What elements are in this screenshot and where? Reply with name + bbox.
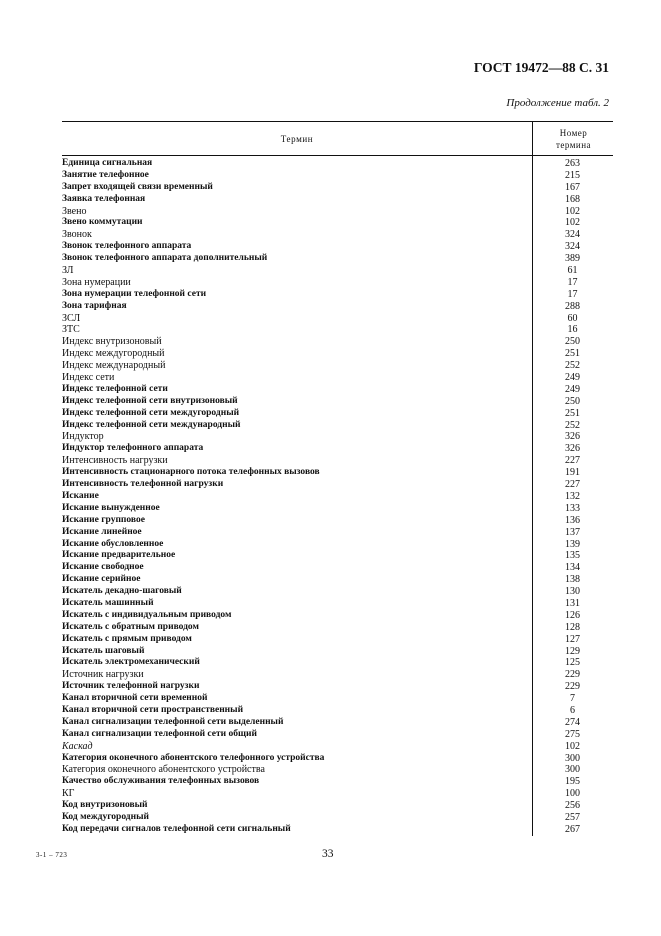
term-cell: Код внутризоновый: [62, 800, 148, 811]
column-header-term: Термин: [280, 133, 314, 144]
term-cell: Индекс сети: [62, 372, 115, 384]
term-cell: Искатель с обратным приводом: [62, 621, 199, 632]
term-number-cell: 326: [565, 431, 580, 443]
term-number-cell: 256: [565, 800, 580, 812]
column-header-number: [532, 122, 614, 155]
table-row: [62, 348, 613, 360]
term-cell: Звонок: [62, 229, 92, 241]
term-number-cell: 257: [565, 811, 580, 823]
term-cell: Канал сигнализации телефонной сети выделенный: [62, 716, 284, 727]
term-cell: Звонок телефонного аппарата дополнительный: [62, 253, 268, 264]
term-number-cell: 267: [565, 823, 580, 835]
table-row: [62, 479, 613, 491]
table-row: [62, 253, 613, 265]
term-number-cell: 195: [565, 776, 580, 788]
table-row: [62, 503, 613, 515]
table-row: [62, 515, 613, 527]
term-number-cell: 326: [565, 443, 580, 455]
term-number-cell: 167: [565, 181, 580, 193]
term-cell: Индекс телефонной сети международный: [62, 419, 241, 430]
column-header-number-line2: термина: [555, 139, 592, 150]
table-row: [62, 229, 613, 241]
table-row: [62, 277, 613, 289]
term-number-cell: 100: [565, 788, 580, 800]
table-row: [62, 527, 613, 539]
term-number-cell: 7: [570, 693, 575, 705]
term-cell: Искание вынужденное: [62, 502, 160, 513]
term-cell: Индуктор телефонного аппарата: [62, 443, 204, 454]
term-number-cell: 133: [565, 502, 580, 514]
table-row: [62, 431, 613, 443]
table-row: [62, 408, 613, 420]
table-row: [62, 646, 613, 658]
term-cell: Занятие телефонное: [62, 169, 149, 180]
term-number-cell: 125: [565, 657, 580, 669]
document-reference: ГОСТ 19472—88 С. 31: [473, 60, 609, 75]
term-cell: Единица сигнальная: [62, 158, 153, 168]
table-row: [62, 562, 613, 574]
term-cell: ЗТС: [62, 324, 80, 336]
term-number-cell: 60: [567, 312, 578, 324]
table-row: [62, 324, 613, 336]
term-cell: ЗЛ: [62, 265, 74, 277]
term-cell: Источник нагрузки: [62, 669, 144, 681]
term-cell: Искатель с прямым приводом: [62, 633, 192, 644]
term-cell: Индуктор: [62, 431, 104, 443]
term-number-cell: 191: [565, 467, 580, 479]
term-cell: Звено: [62, 205, 87, 217]
term-number-cell: 128: [565, 621, 580, 633]
print-code: 3-1 – 723: [36, 851, 68, 859]
table-body: [62, 156, 613, 836]
term-cell: Искатель электромеханический: [62, 657, 200, 668]
term-number-cell: 102: [565, 217, 580, 229]
term-cell: Канал вторичной сети пространственный: [62, 704, 244, 715]
term-cell: Индекс телефонной сети междугородный: [62, 407, 240, 418]
term-cell: Категория оконечного абонентского устройства: [62, 764, 265, 776]
term-cell: Источник телефонной нагрузки: [62, 681, 200, 692]
term-number-cell: 229: [565, 681, 580, 693]
table-row: [62, 360, 613, 372]
page-number: 33: [322, 848, 334, 860]
term-number-cell: 251: [565, 407, 580, 419]
table-row: [62, 467, 613, 479]
term-cell: Искание свободное: [62, 562, 144, 573]
table-continuation-label: Продолжение табл. 2: [506, 97, 609, 109]
term-number-cell: 274: [565, 716, 580, 728]
term-number-cell: 139: [565, 538, 580, 550]
table-row: [62, 206, 613, 218]
table-row: [62, 800, 613, 812]
table-row: [62, 182, 613, 194]
table-row: [62, 610, 613, 622]
term-number-cell: 249: [565, 372, 580, 384]
term-number-cell: 102: [565, 740, 580, 752]
term-cell: Искатель с индивидуальным приводом: [62, 609, 232, 620]
term-cell: Искание линейное: [62, 526, 142, 537]
term-cell: КГ: [62, 788, 75, 800]
term-number-cell: 136: [565, 514, 580, 526]
term-cell: Искание групповое: [62, 514, 145, 525]
term-number-cell: 137: [565, 526, 580, 538]
term-cell: Интенсивность стационарного потока телефонных вызовов: [62, 467, 320, 478]
table-row: [62, 693, 613, 705]
table-row: [62, 336, 613, 348]
term-number-cell: 229: [565, 669, 580, 681]
term-cell: Канал сигнализации телефонной сети общий: [62, 728, 257, 739]
table-row: [62, 396, 613, 408]
table-row: [62, 170, 613, 182]
table-row: [62, 705, 613, 717]
term-number-cell: 288: [565, 300, 580, 312]
term-cell: Зона нумерации телефонной сети: [62, 288, 207, 299]
term-number-cell: 138: [565, 574, 580, 586]
term-number-cell: 127: [565, 633, 580, 645]
table-row: [62, 241, 613, 253]
table-row: [62, 681, 613, 693]
table-row: [62, 574, 613, 586]
term-number-cell: 131: [565, 597, 580, 609]
term-number-cell: 324: [565, 229, 580, 241]
term-number-cell: 300: [565, 752, 580, 764]
terms-index-table: [62, 121, 613, 836]
term-cell: Заявка телефонная: [62, 193, 146, 204]
term-cell: Искатель шаговый: [62, 645, 145, 656]
term-cell: Звено коммутации: [62, 217, 143, 228]
term-number-cell: 250: [565, 395, 580, 407]
term-number-cell: 132: [565, 490, 580, 502]
term-cell: Индекс внутризоновый: [62, 336, 162, 348]
term-number-cell: 16: [567, 324, 578, 336]
table-row: [62, 717, 613, 729]
term-number-cell: 135: [565, 550, 580, 562]
table-row: [62, 443, 613, 455]
term-cell: Индекс телефонной сети: [62, 383, 168, 394]
table-row: [62, 598, 613, 610]
table-row: [62, 265, 613, 277]
term-cell: Категория оконечного абонентского телефонного устройства: [62, 752, 325, 763]
term-number-cell: 252: [565, 419, 580, 431]
table-header: [62, 121, 613, 156]
table-row: [62, 812, 613, 824]
term-cell: Индекс междугородный: [62, 348, 165, 360]
term-cell: Интенсивность нагрузки: [62, 455, 168, 467]
term-cell: Индекс телефонной сети внутризоновый: [62, 395, 238, 406]
table-row: [62, 788, 613, 800]
term-cell: Искатель декадно-шаговый: [62, 586, 182, 597]
term-cell: Искание серийное: [62, 574, 141, 585]
term-cell: Искание обусловленное: [62, 538, 164, 549]
table-row: [62, 384, 613, 396]
term-number-cell: 249: [565, 383, 580, 395]
table-row: [62, 776, 613, 788]
table-row: [62, 729, 613, 741]
term-cell: Искатель машинный: [62, 597, 154, 608]
term-number-cell: 227: [565, 479, 580, 491]
table-row: [62, 634, 613, 646]
term-number-cell: 61: [567, 265, 578, 277]
table-row: [62, 550, 613, 562]
term-cell: Индекс международный: [62, 360, 166, 372]
term-number-cell: 324: [565, 241, 580, 253]
table-row: [62, 741, 613, 753]
table-row: [62, 824, 613, 836]
term-number-cell: 275: [565, 728, 580, 740]
table-row: [62, 372, 613, 384]
table-row: [62, 539, 613, 551]
table-row: [62, 657, 613, 669]
term-number-cell: 251: [565, 348, 580, 360]
table-row: [62, 301, 613, 313]
table-row: [62, 753, 613, 765]
term-number-cell: 252: [565, 360, 580, 372]
term-number-cell: 6: [570, 704, 575, 716]
term-cell: Зона тарифная: [62, 300, 127, 311]
term-number-cell: 215: [565, 169, 580, 181]
table-row: [62, 586, 613, 598]
term-cell: Код междугородный: [62, 811, 149, 822]
term-number-cell: 389: [565, 253, 580, 265]
term-number-cell: 130: [565, 586, 580, 598]
term-number-cell: 17: [567, 288, 578, 300]
table-row: [62, 622, 613, 634]
table-row: [62, 764, 613, 776]
term-number-cell: 250: [565, 336, 580, 348]
column-header-number-line1: Номер: [559, 127, 588, 138]
column-divider: [532, 156, 533, 836]
table-row: [62, 158, 613, 170]
term-cell: Искание: [62, 490, 99, 501]
table-row: [62, 313, 613, 325]
term-cell: Код передачи сигналов телефонной сети сигнальный: [62, 823, 291, 834]
term-number-cell: 263: [565, 158, 580, 169]
term-cell: Звонок телефонного аппарата: [62, 241, 192, 252]
term-cell: Интенсивность телефонной нагрузки: [62, 479, 224, 490]
term-number-cell: 102: [565, 205, 580, 217]
term-number-cell: 134: [565, 562, 580, 574]
term-number-cell: 227: [565, 455, 580, 467]
term-cell: Качество обслуживания телефонных вызовов: [62, 776, 260, 787]
term-cell: Канал вторичной сети временной: [62, 693, 208, 704]
table-row: [62, 289, 613, 301]
table-row: [62, 455, 613, 467]
term-number-cell: 129: [565, 645, 580, 657]
term-number-cell: 300: [565, 764, 580, 776]
table-row: [62, 217, 613, 229]
table-row: [62, 491, 613, 503]
term-cell: Искание предварительное: [62, 550, 176, 561]
table-row: [62, 194, 613, 206]
term-cell: Запрет входящей связи временный: [62, 181, 213, 192]
term-number-cell: 168: [565, 193, 580, 205]
term-number-cell: 17: [567, 276, 578, 288]
table-row: [62, 420, 613, 432]
term-number-cell: 126: [565, 609, 580, 621]
term-cell: Каскад: [62, 740, 93, 752]
table-row: [62, 669, 613, 681]
term-cell: ЗСЛ: [62, 312, 81, 324]
term-cell: Зона нумерации: [62, 276, 131, 288]
